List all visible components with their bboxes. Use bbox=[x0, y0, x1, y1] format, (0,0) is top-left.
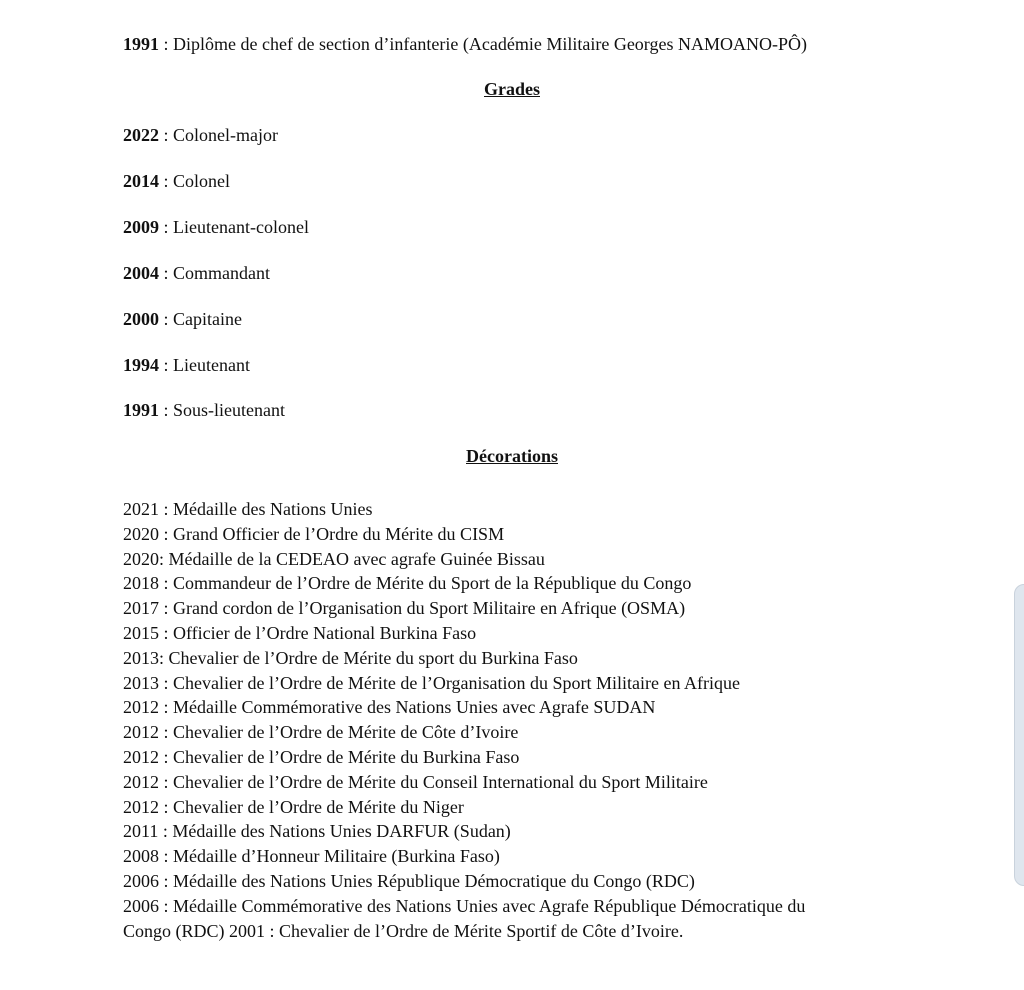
decoration-item: 2012 : Chevalier de l’Ordre de Mérite du Conseil International du Sport Militaire bbox=[123, 771, 708, 792]
grades-heading: Grades bbox=[484, 79, 540, 99]
decoration-item: 2013: Chevalier de l’Ordre de Mérite du sport du Burkina Faso bbox=[123, 647, 578, 668]
grade-line bbox=[123, 124, 278, 146]
grade-year: 2022 bbox=[123, 125, 159, 145]
diploma-text: : Diplôme de chef de section d’infanterie (Académie Militaire Georges NAMOANO-PÔ) bbox=[159, 34, 807, 54]
diploma-line bbox=[123, 33, 807, 55]
decorations-heading: Décorations bbox=[466, 446, 558, 466]
decoration-item: 2012 : Chevalier de l’Ordre de Mérite du Burkina Faso bbox=[123, 746, 520, 767]
grade-text: : Sous-lieutenant bbox=[159, 400, 285, 420]
decoration-item: 2013 : Chevalier de l’Ordre de Mérite de l’Organisation du Sport Militaire en Afrique bbox=[123, 672, 741, 693]
grade-text: : Colonel-major bbox=[159, 125, 278, 145]
decoration-item: 2020: Médaille de la CEDEAO avec agrafe Guinée Bissau bbox=[123, 548, 545, 569]
grade-text: : Lieutenant-colonel bbox=[159, 217, 309, 237]
diploma-year: 1991 bbox=[123, 34, 159, 54]
grade-line bbox=[123, 399, 285, 421]
decoration-item: 2021 : Médaille des Nations Unies bbox=[123, 499, 373, 519]
grade-year: 1991 bbox=[123, 400, 159, 420]
decoration-item: 2006 : Médaille Commémorative des Nations Unies avec Agrafe République Démocratique du bbox=[123, 895, 806, 916]
decoration-item: Congo (RDC) 2001 : Chevalier de l’Ordre de Mérite Sportif de Côte d’Ivoire. bbox=[123, 920, 684, 941]
decoration-item: 2006 : Médaille des Nations Unies République Démocratique du Congo (RDC) bbox=[123, 870, 695, 891]
grade-line bbox=[123, 354, 250, 376]
grade-year: 2004 bbox=[123, 263, 159, 283]
decoration-item: 2017 : Grand cordon de l’Organisation du Sport Militaire en Afrique (OSMA) bbox=[123, 598, 686, 619]
grade-line bbox=[123, 262, 270, 284]
decoration-item: 2008 : Médaille d’Honneur Militaire (Burkina Faso) bbox=[123, 846, 500, 867]
decoration-item: 2020 : Grand Officier de l’Ordre du Mérite du CISM bbox=[123, 523, 505, 544]
grade-year: 1994 bbox=[123, 355, 159, 375]
grade-text: : Colonel bbox=[159, 171, 230, 191]
grade-line bbox=[123, 170, 230, 192]
decorations-list bbox=[123, 497, 805, 943]
decoration-item: 2012 : Médaille Commémorative des Nations Unies avec Agrafe SUDAN bbox=[123, 697, 656, 718]
grade-year: 2000 bbox=[123, 309, 159, 329]
grade-line bbox=[123, 308, 242, 330]
decoration-item: 2011 : Médaille des Nations Unies DARFUR (Sudan) bbox=[123, 821, 511, 842]
grade-year: 2014 bbox=[123, 171, 159, 191]
decoration-item: 2018 : Commandeur de l’Ordre de Mérite du Sport de la République du Congo bbox=[123, 573, 692, 594]
decoration-item: 2015 : Officier de l’Ordre National Burkina Faso bbox=[123, 622, 477, 643]
grade-line bbox=[123, 216, 309, 238]
grade-text: : Lieutenant bbox=[159, 355, 250, 375]
decoration-item: 2012 : Chevalier de l’Ordre de Mérite du Niger bbox=[123, 796, 464, 817]
grade-text: : Capitaine bbox=[159, 309, 242, 329]
grade-text: : Commandant bbox=[159, 263, 270, 283]
grade-year: 2009 bbox=[123, 217, 159, 237]
decoration-item: 2012 : Chevalier de l’Ordre de Mérite de Côte d’Ivoire bbox=[123, 722, 519, 743]
scroll-handle[interactable] bbox=[1014, 584, 1024, 886]
